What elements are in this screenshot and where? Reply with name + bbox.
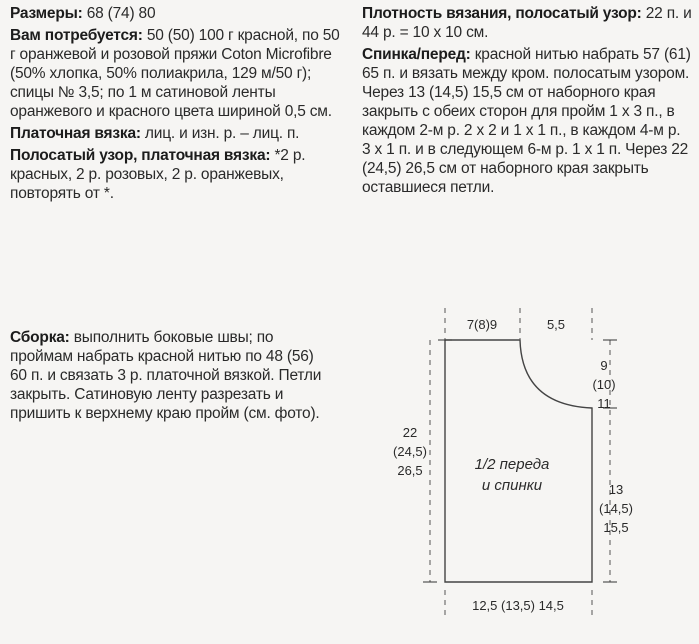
- top-right-dimension: 5,5: [546, 317, 566, 332]
- stripe-label: Полосатый узор, платочная вязка:: [10, 147, 271, 164]
- gauge-label: Плотность вязания, полосатый узор:: [362, 5, 642, 22]
- armhole-dimension-3: 11: [597, 396, 611, 411]
- side-dimension-3: 15,5: [603, 520, 629, 535]
- bottom-dimension: 12,5 (13,5) 14,5: [472, 598, 564, 613]
- garter-label: Платочная вязка:: [10, 125, 141, 142]
- stripe-value: *2 р. красных, 2 р. розовых, 2 р. оранжевых, повторять от *.: [10, 147, 306, 202]
- armhole-dimension-2: (10): [592, 377, 616, 392]
- materials-label: Вам потребуется:: [10, 27, 143, 44]
- sizes-label: Размеры:: [10, 5, 83, 22]
- schematic-caption-line-1: 1/2 переда: [474, 456, 550, 473]
- garter-value: лиц. и изн. р. – лиц. п.: [140, 125, 300, 142]
- side-dimension-2: (14,5): [599, 501, 633, 516]
- back-front-label: Спинка/перед:: [362, 46, 471, 63]
- schematic-caption-line-2: и спинки: [481, 477, 543, 494]
- assembly-label: Сборка:: [10, 329, 70, 346]
- side-dimension-1: 13: [608, 482, 624, 497]
- back-front-value: красной нитью набрать 57 (61) 65 п. и вязать между кром. полосатым узором. Через 13 (14,5) 15,5 см от наборного края закрыть с обеих сторон для пройм 1 х 3 п., в каждом 2-м р. 2 х 2 и 1 х 1 п., в каждом 4-м р. 3 х 1 п. и в следующем 6-м р. 1 х 1 п. Через 22 (24,5) 26,5 см от наборного края закрыть оставшиеся петли.: [362, 46, 691, 196]
- height-dimension-2: (24,5): [393, 444, 427, 459]
- top-left-dimension: 7(8)9: [466, 317, 498, 332]
- gauge-value: 22 п. и 44 р. = 10 х 10 см.: [362, 5, 692, 41]
- armhole-dimension-1: 9: [600, 358, 608, 373]
- height-dimension-1: 22: [402, 425, 418, 440]
- materials-value: 50 (50) 100 г красной, по 50 г оранжевой и розовой пряжи Coton Microfibre (50% хлопка, 50% полиакрила, 129 м/50 г); спицы № 3,5; по 1 м сатиновой ленты оранжевого и красного цвета шириной 0,5 см.: [10, 27, 340, 120]
- sizes-value: 68 (74) 80: [82, 5, 156, 22]
- height-dimension-3: 26,5: [397, 463, 423, 478]
- assembly-value: выполнить боковые швы; по проймам набрать красной нитью по 48 (56) 60 п. и связать 3 р. платочной вязкой. Петли закрыть. Сатиновую ленту разрезать и пришить к верхнему краю пройм (см. фото).: [10, 329, 322, 422]
